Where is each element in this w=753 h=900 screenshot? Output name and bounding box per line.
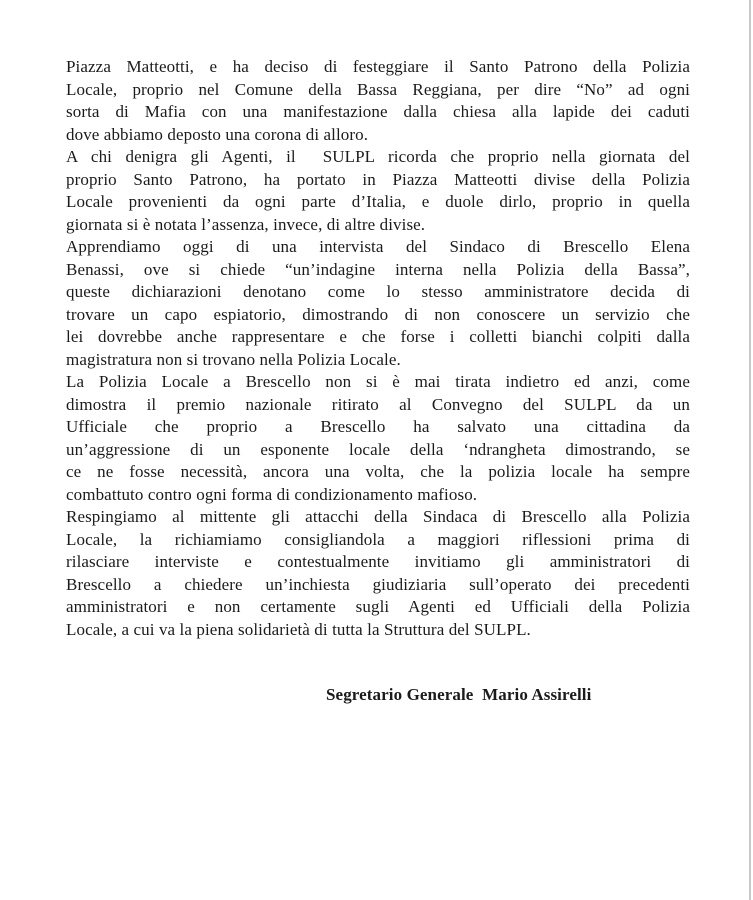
text-line: Respingiamo al mittente gli attacchi della Sindaca di Brescello alla Polizia bbox=[66, 507, 690, 526]
text-line: Locale, a cui va la piena solidarietà di tutta la Struttura del SULPL. bbox=[66, 619, 531, 639]
paragraph bbox=[66, 56, 690, 146]
text-line: queste dichiarazioni denotano come lo stesso amministratore decida di bbox=[66, 282, 690, 301]
text-line: lei dovrebbe anche rappresentare e che forse i colletti bianchi colpiti dalla bbox=[66, 327, 690, 346]
text-line: A chi denigra gli Agenti, il SULPL ricorda che proprio nella giornata del bbox=[66, 147, 690, 166]
text-line: La Polizia Locale a Brescello non si è mai tirata indietro ed anzi, come bbox=[66, 372, 690, 391]
text-line: un’aggressione di un esponente locale della ‘ndrangheta dimostrando, se bbox=[66, 439, 690, 459]
text-line: Ufficiale che proprio a Brescello ha salvato una cittadina da bbox=[66, 417, 690, 436]
paragraphs-container bbox=[66, 56, 690, 641]
text-line: Locale, la richiamiamo consigliandola a maggiori riflessioni prima di bbox=[66, 529, 690, 549]
paragraph bbox=[66, 371, 690, 506]
text-line: combattuto contro ogni forma di condizionamento mafioso. bbox=[66, 484, 478, 504]
text-line: rilasciare interviste e contestualmente invitiamo gli amministratori di bbox=[66, 552, 690, 571]
paragraph bbox=[66, 236, 690, 371]
text-line: Piazza Matteotti, e ha deciso di festeggiare il Santo Patrono della Polizia bbox=[66, 57, 690, 76]
text-line: Locale, proprio nel Comune della Bassa Reggiana, per dire “No” ad ogni bbox=[66, 79, 690, 99]
paragraph bbox=[66, 146, 690, 236]
text-line: Apprendiamo oggi di una intervista del Sindaco di Brescello Elena bbox=[66, 237, 690, 256]
text-line: Brescello a chiedere un’inchiesta giudiziaria sull’operato dei precedenti bbox=[66, 574, 690, 594]
text-line: ce ne fosse necessità, ancora una volta, che la polizia locale ha sempre bbox=[66, 462, 690, 481]
text-line: dimostra il premio nazionale ritirato al Convegno del SULPL da un bbox=[66, 394, 690, 414]
text-line: trovare un capo espiatorio, dimostrando di non conoscere un servizio che bbox=[66, 304, 690, 324]
text-line: sorta di Mafia con una manifestazione dalla chiesa alla lapide dei caduti bbox=[66, 102, 690, 121]
page-edge-line bbox=[749, 0, 751, 900]
text-line: Benassi, ove si chiede “un’indagine interna nella Polizia della Bassa”, bbox=[66, 259, 690, 279]
text-line: magistratura non si trovano nella Polizia Locale. bbox=[66, 349, 401, 369]
paragraph bbox=[66, 506, 690, 641]
document-body bbox=[66, 56, 690, 707]
text-line: Locale provenienti da ogni parte d’Italia, e duole dirlo, proprio in quella bbox=[66, 192, 690, 211]
text-line: dove abbiamo deposto una corona di alloro. bbox=[66, 124, 369, 144]
signature-line: Segretario Generale Mario Assirelli bbox=[326, 685, 592, 704]
text-line: amministratori e non certamente sugli Agenti ed Ufficiali della Polizia bbox=[66, 597, 690, 616]
text-line: giornata si è notata l’assenza, invece, di altre divise. bbox=[66, 214, 426, 234]
text-line: proprio Santo Patrono, ha portato in Piazza Matteotti divise della Polizia bbox=[66, 169, 690, 189]
